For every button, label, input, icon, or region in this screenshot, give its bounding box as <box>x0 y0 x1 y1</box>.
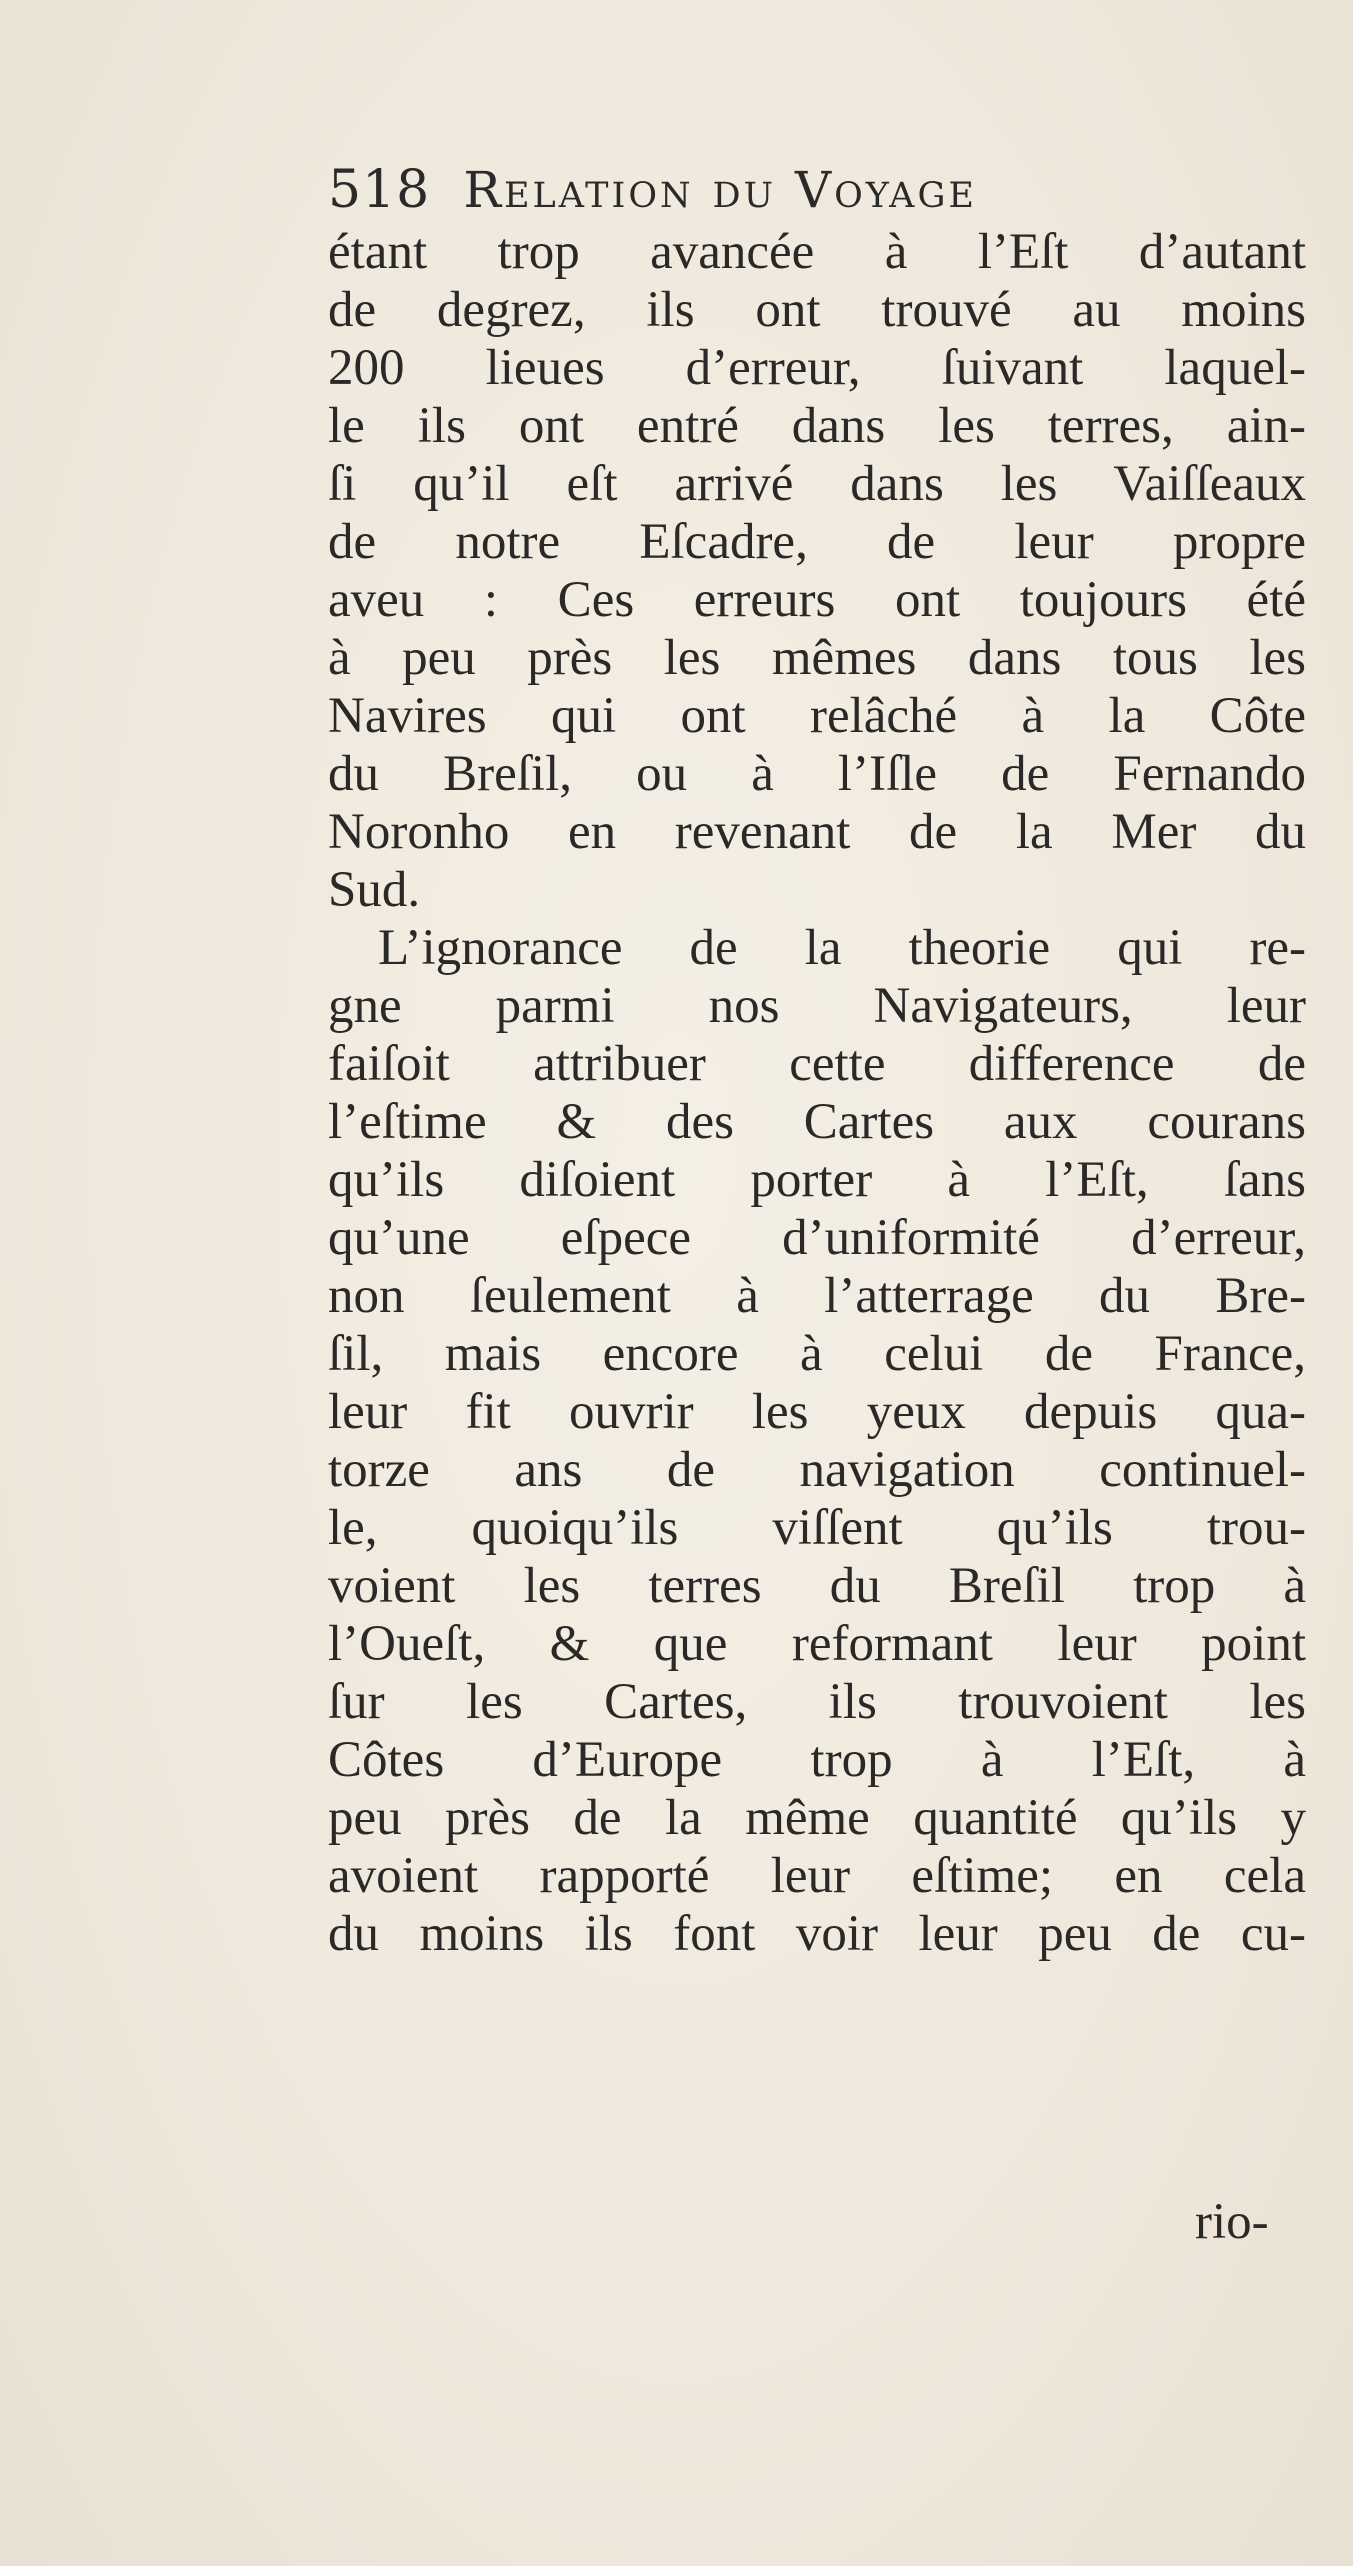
text-line: ſil, mais encore à celui de France, <box>328 1326 1306 1382</box>
text-line: du Breſil, ou à l’Iſle de Fernando <box>328 746 1306 802</box>
text-line: de notre Eſcadre, de leur propre <box>328 514 1306 570</box>
body-text <box>328 223 1306 1963</box>
text-line: le, quoiqu’ils viſſent qu’ils trou- <box>328 1500 1306 1556</box>
catchword: rio- <box>1195 2194 1269 2250</box>
paragraph-start-line: L’ignorance de la theorie qui re- <box>378 920 1306 976</box>
page-number: 518 <box>328 160 431 220</box>
text-line: ſur les Cartes, ils trouvoient les <box>328 1674 1306 1730</box>
text-line: ſi qu’il eſt arrivé dans les Vaiſſeaux <box>328 456 1306 512</box>
text-line: étant trop avancée à l’Eſt d’autant <box>328 224 1306 280</box>
text-line: qu’ils diſoient porter à l’Eſt, ſans <box>328 1152 1306 1208</box>
text-line: 200 lieues d’erreur, ſuivant laquel- <box>328 340 1306 396</box>
text-line: faiſoit attribuer cette difference de <box>328 1036 1306 1092</box>
text-line: non ſeulement à l’atterrage du Bre- <box>328 1268 1306 1324</box>
paragraph-end-line: Sud. <box>328 862 421 918</box>
text-line: l’Oueſt, & que reformant leur point <box>328 1616 1306 1672</box>
text-line: qu’une eſpece d’uniformité d’erreur, <box>328 1210 1306 1266</box>
text-line: avoient rapporté leur eſtime; en cela <box>328 1848 1306 1904</box>
text-line: voient les terres du Breſil trop à <box>328 1558 1306 1614</box>
text-line: Navires qui ont relâché à la Côte <box>328 688 1306 744</box>
text-line: l’eſtime & des Cartes aux courans <box>328 1094 1306 1150</box>
text-line: leur fit ouvrir les yeux depuis qua- <box>328 1384 1306 1440</box>
text-line: aveu : Ces erreurs ont toujours été <box>328 572 1306 628</box>
text-line: peu près de la même quantité qu’ils y <box>328 1790 1306 1846</box>
running-head: Relation du Voyage <box>463 161 977 219</box>
text-line: du moins ils font voir leur peu de cu- <box>328 1906 1306 1962</box>
text-line: gne parmi nos Navigateurs, leur <box>328 978 1306 1034</box>
page-header <box>328 160 1228 220</box>
text-line: Noronho en revenant de la Mer du <box>328 804 1306 860</box>
text-line: torze ans de navigation continuel- <box>328 1442 1306 1498</box>
text-line: Côtes d’Europe trop à l’Eſt, à <box>328 1732 1306 1788</box>
text-line: à peu près les mêmes dans tous les <box>328 630 1306 686</box>
text-line: le ils ont entré dans les terres, ain- <box>328 398 1306 454</box>
text-line: de degrez, ils ont trouvé au moins <box>328 282 1306 338</box>
